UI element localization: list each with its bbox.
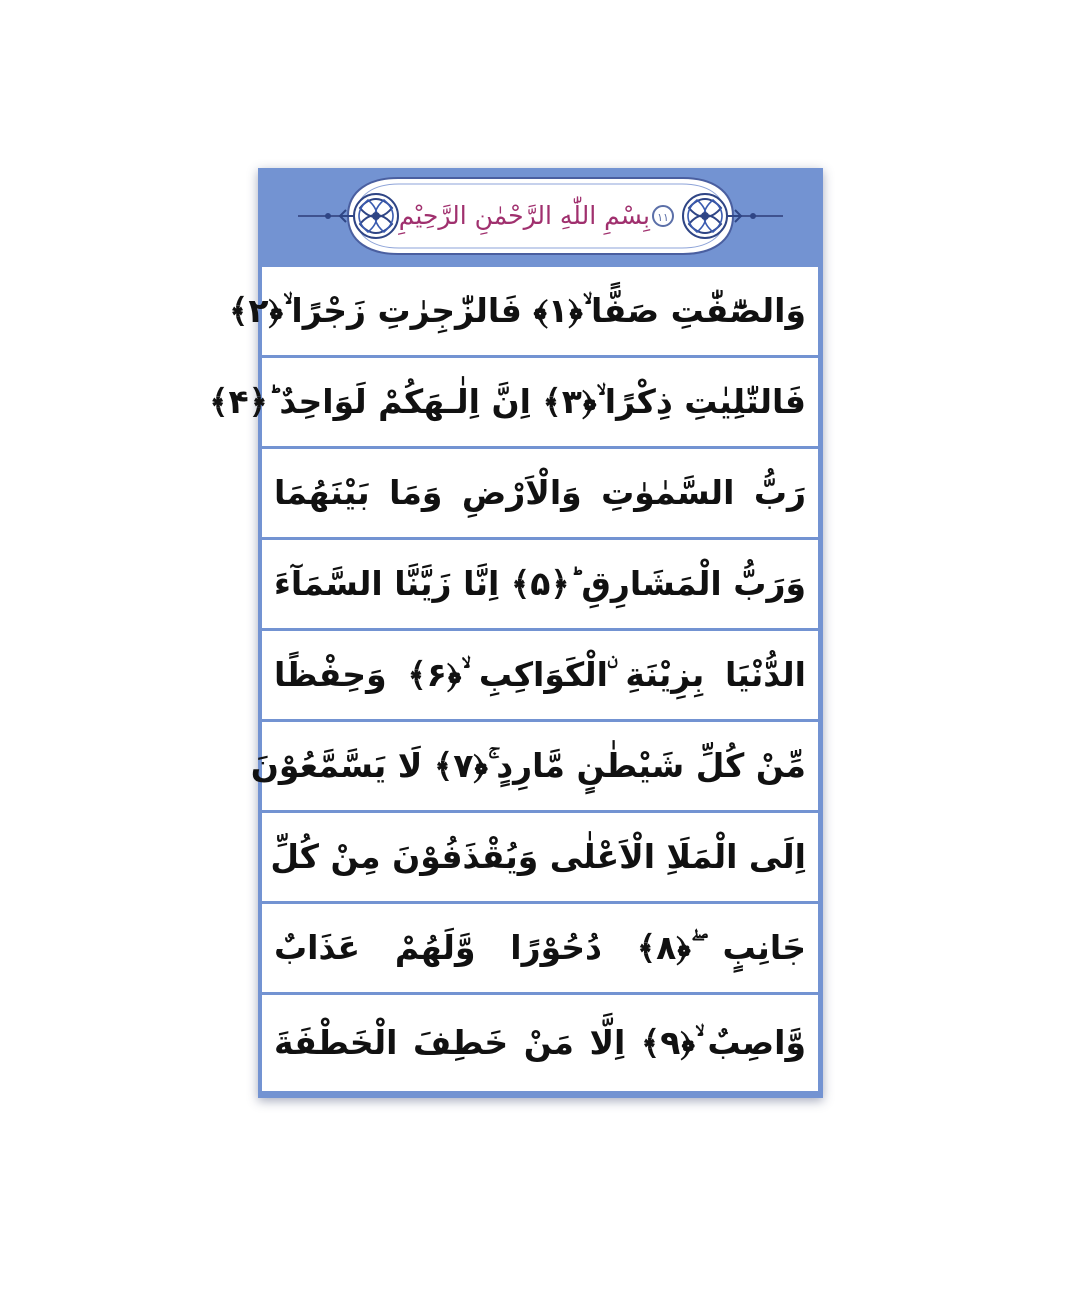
- bismillah-calligraphy: بِسْمِ اللّٰهِ الرَّحْمٰنِ الرَّحِيْمِ: [398, 201, 650, 230]
- verse-line: [262, 904, 818, 992]
- page-frame: [209, 168, 823, 1098]
- verse-line: [229, 267, 818, 355]
- left-knot-icon: [340, 194, 398, 238]
- verse-line-text: اِلَى الْمَلَاِ الْاَعْلٰى وَيُقْذَفُوْنَ مِنْ كُلِّ: [270, 837, 806, 876]
- surah-number-badge: ۱۱: [652, 205, 674, 227]
- verse-line: [262, 995, 818, 1091]
- verse-line-text: وَرَبُّ الْمَشَارِقِ ؕ﴿۵﴾ اِنَّا زَيَّنَّا السَّمَآءَ: [274, 564, 806, 603]
- verse-line: [209, 358, 818, 446]
- verse-line-text: جَانِبٍ ۖ﴿۸﴾ دُحُوْرًا وَّلَهُمْ عَذَابٌ: [274, 928, 806, 967]
- verse-line: [262, 813, 818, 901]
- surah-header: [258, 168, 823, 265]
- verse-line-text: رَبُّ السَّمٰوٰتِ وَالْاَرْضِ وَمَا بَيْنَهُمَا: [274, 473, 806, 512]
- verse-line-text: وَّاصِبٌ ۙ﴿۹﴾ اِلَّا مَنْ خَطِفَ الْخَطْفَةَ: [274, 1023, 806, 1062]
- verse-line: [262, 540, 818, 628]
- right-knot-icon: [683, 194, 741, 238]
- verse-line-text: مِّنْ كُلِّ شَيْطٰنٍ مَّارِدٍ ۚ﴿۷﴾ لَا يَسَّمَّعُوْنَ: [250, 746, 806, 785]
- verse-line: [250, 722, 818, 810]
- verse-line: [262, 449, 818, 537]
- verse-line-text: وَالصّٰٓفّٰتِ صَفًّا ۙ﴿۱﴾ فَالزّٰجِرٰتِ زَجْرًا ۙ﴿۲﴾: [229, 291, 806, 330]
- verse-line-text: الدُّنْيَا بِزِيْنَةِ ۨالْكَوَاكِبِ ۙ﴿۶﴾ وَحِفْظًا: [274, 655, 806, 694]
- quran-page: [209, 168, 823, 1098]
- verse-line-text: فَالتّٰلِيٰتِ ذِكْرًا ۙ﴿۳﴾ اِنَّ اِلٰـهَكُمْ لَوَاحِدٌ ؕ﴿۴﴾: [209, 382, 806, 421]
- verse-line: [262, 631, 818, 719]
